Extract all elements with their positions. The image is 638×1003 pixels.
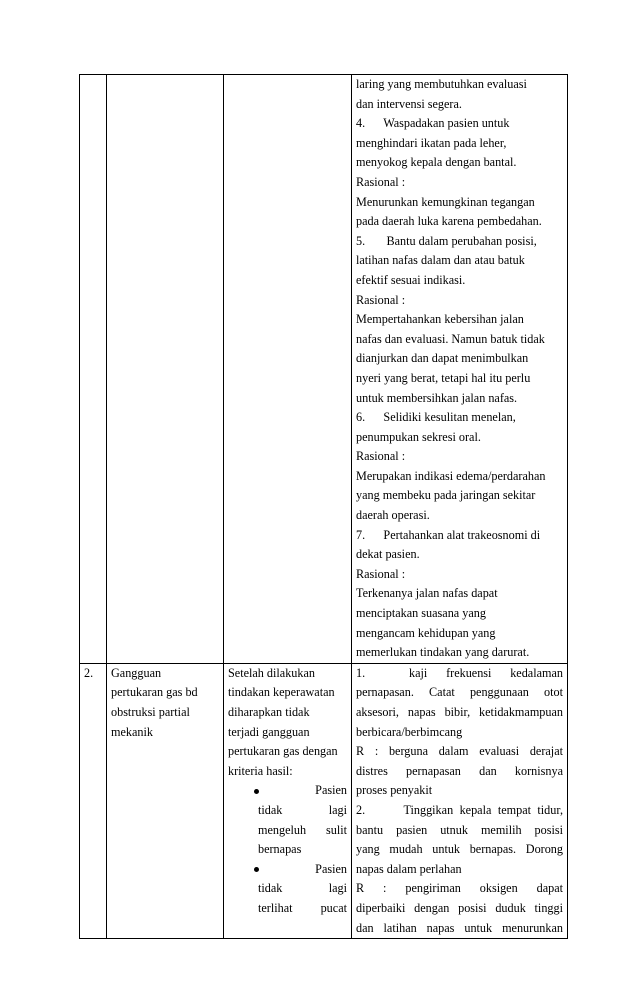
- text-line: terjadi gangguan: [228, 724, 310, 739]
- text-line: bernapas: [258, 842, 302, 857]
- text-line: bantu pasien utnuk memilih posisi: [356, 822, 563, 837]
- row-number: 2.: [84, 665, 94, 680]
- text-line: Merupakan indikasi edema/perdarahan: [356, 468, 546, 483]
- text-line: napas dalam perlahan: [356, 861, 462, 876]
- text-line: yang mudah untuk bernapas. Dorong: [356, 842, 563, 857]
- nursing-care-table: [79, 74, 568, 939]
- text-line: R : berguna dalam evaluasi derajat: [356, 744, 563, 759]
- criteria-item: [228, 860, 347, 880]
- text-line: tindakan keperawatan: [228, 685, 335, 700]
- cell-number: [80, 663, 107, 938]
- cell-diagnosis: [107, 75, 224, 664]
- cell-goal: [224, 663, 352, 938]
- text-line: tidak lagi: [258, 802, 347, 817]
- text-line: pertukaran gas dengan: [228, 744, 338, 759]
- text-line: dekat pasien.: [356, 547, 420, 562]
- text-line: R : pengiriman oksigen dapat: [356, 881, 563, 896]
- table-row: [80, 75, 568, 664]
- text-line: Rasional :: [356, 292, 406, 307]
- text-line: 6. Selidiki kesulitan menelan,: [356, 410, 516, 425]
- text-line: Setelah dilakukan: [228, 665, 315, 680]
- text-line: 1. kaji frekuensi kedalaman: [356, 665, 563, 680]
- cell-intervention: [352, 75, 568, 664]
- text-line: nyeri yang berat, tetapi hal itu perlu: [356, 370, 531, 385]
- text-line: menghindari ikatan pada leher,: [356, 135, 507, 150]
- cell-goal: [224, 75, 352, 664]
- text-line: proses penyakit: [356, 783, 433, 798]
- text-line: Rasional :: [356, 449, 406, 464]
- cell-intervention: [352, 663, 568, 938]
- text-line: laring yang membutuhkan evaluasi: [356, 77, 527, 91]
- text-line: untuk membersihkan jalan nafas.: [356, 390, 518, 405]
- cell-diagnosis: [107, 663, 224, 938]
- text-line: pada daerah luka karena pembedahan.: [356, 214, 542, 229]
- text-line: menciptakan suasana yang: [356, 606, 486, 621]
- text-line: kriteria hasil:: [228, 763, 293, 778]
- text-line: distres pernapasan dan kornisnya: [356, 763, 563, 778]
- text-line: Menurunkan kemungkinan tegangan: [356, 194, 535, 209]
- text-line: Rasional :: [356, 174, 406, 189]
- text-line: mekanik: [111, 724, 153, 739]
- text-line: yang membeku pada jaringan sekitar: [356, 488, 536, 503]
- text-line: tidak lagi: [258, 881, 347, 896]
- text-line: penumpukan sekresi oral.: [356, 429, 481, 444]
- cell-number: [80, 75, 107, 664]
- text-line: menyokog kepala dengan bantal.: [356, 155, 517, 170]
- text-line: dan intervensi segera.: [356, 96, 462, 111]
- table-row: [80, 663, 568, 938]
- text-line: berbicara/berbimcang: [356, 724, 463, 739]
- text-line: dianjurkan dan dapat menimbulkan: [356, 351, 529, 366]
- text-line: memerlukan tindakan yang darurat.: [356, 645, 530, 660]
- text-line: dan latihan napas untuk menurunkan: [356, 920, 563, 935]
- text-line: Rasional :: [356, 566, 406, 581]
- criteria-item: [228, 781, 347, 801]
- text-line: 7. Pertahankan alat trakeosnomi di: [356, 527, 541, 542]
- text-line: latihan nafas dalam dan atau batuk: [356, 253, 525, 268]
- text-line: efektif sesuai indikasi.: [356, 272, 466, 287]
- text-line: Gangguan: [111, 665, 162, 680]
- text-line: pertukaran gas bd: [111, 685, 198, 700]
- text-line: obstruksi partial: [111, 705, 190, 719]
- text-line: diperbaiki dengan posisi duduk tinggi: [356, 900, 563, 915]
- text-line: mengancam kehidupan yang: [356, 625, 496, 640]
- text-line: diharapkan tidak: [228, 705, 310, 719]
- text-line: mengeluh sulit: [258, 822, 347, 837]
- criteria-head: Pasien: [315, 861, 347, 876]
- text-line: nafas dan evaluasi. Namun batuk tidak: [356, 331, 545, 346]
- text-line: Terkenanya jalan nafas dapat: [356, 586, 498, 601]
- text-line: 5. Bantu dalam perubahan posisi,: [356, 233, 537, 248]
- text-line: terlihat pucat: [258, 900, 347, 915]
- text-line: Mempertahankan kebersihan jalan: [356, 312, 524, 327]
- criteria-head: Pasien: [315, 783, 347, 798]
- text-line: 4. Waspadakan pasien untuk: [356, 116, 510, 131]
- text-line: pernapasan. Catat penggunaan otot: [356, 685, 563, 700]
- text-line: daerah operasi.: [356, 508, 430, 523]
- text-line: aksesori, napas bibir, ketidakmampuan: [356, 705, 563, 719]
- text-line: 2. Tinggikan kepala tempat tidur,: [356, 802, 563, 817]
